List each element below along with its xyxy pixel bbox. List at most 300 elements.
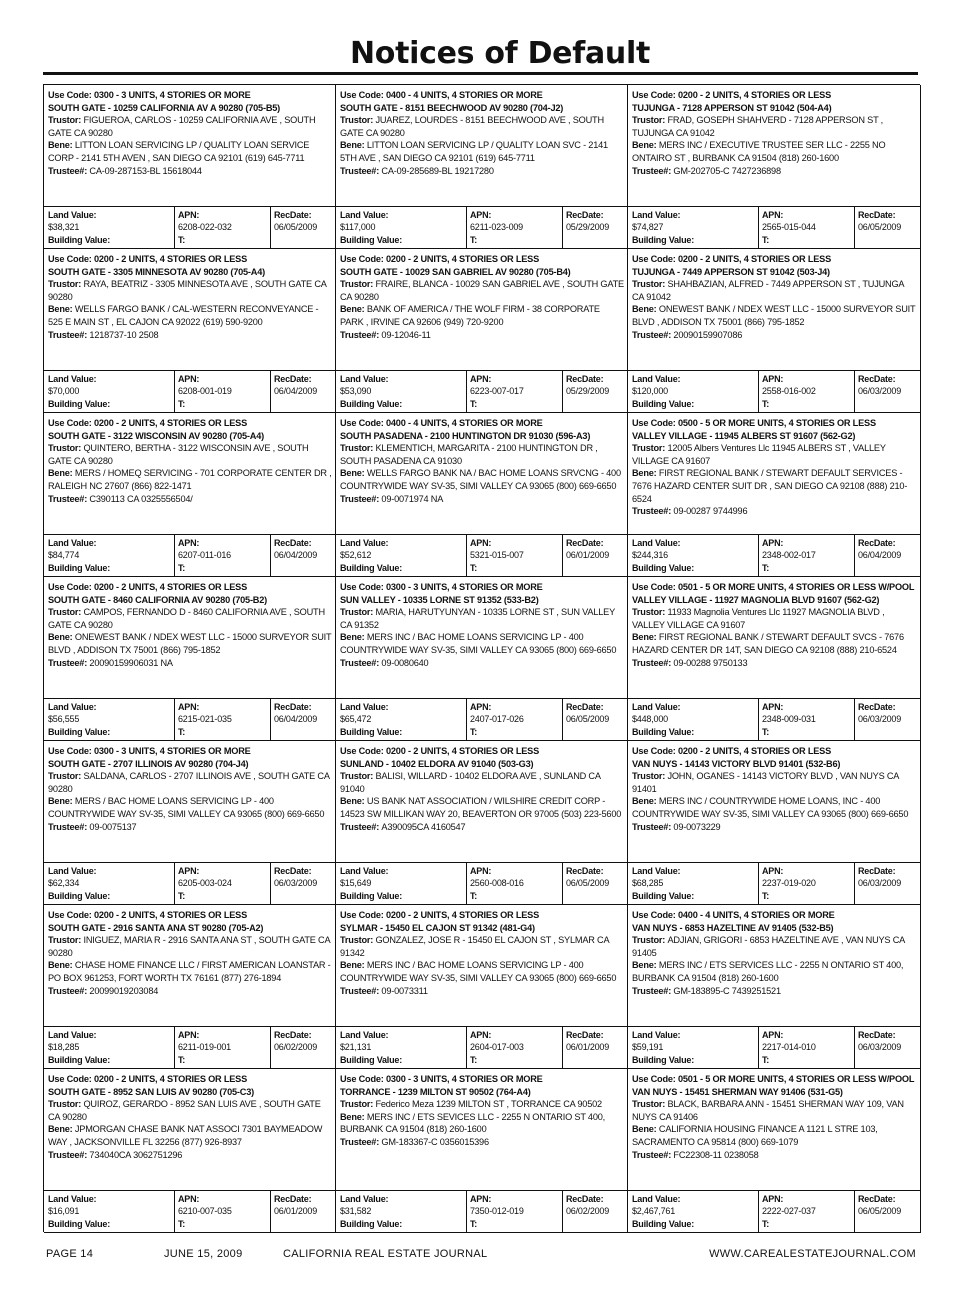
apn-label: APN: xyxy=(178,702,200,712)
rec-date-value: 06/03/2009 xyxy=(858,878,902,889)
trustee-number-label: Trustee#: xyxy=(632,329,674,340)
beneficiary-value: FIRST REGIONAL BANK / STEWART DEFAULT SVCS - 7676 HAZARD CENTER DR 14T, SAN DIEGO CA 92108 (888) 210-6524 xyxy=(632,632,904,655)
beneficiary xyxy=(632,1123,917,1148)
notice-details xyxy=(632,909,917,997)
land-value-label: Land Value: xyxy=(48,1194,97,1204)
property-address: TORRANCE - 1239 MILTON ST 90502 (764-A4) xyxy=(340,1086,531,1097)
use-code: Use Code: 0300 - 3 UNITS, 4 STORIES OR MORE xyxy=(340,582,543,592)
notice-details xyxy=(340,909,624,997)
rec-date-value: 06/03/2009 xyxy=(274,878,318,889)
beneficiary-value: FIRST REGIONAL BANK / STEWART DEFAULT SERVICES - 7676 HAZARD CENTER SUIT DR , SAN DIEGO CA 92108 (888) 210-6524 xyxy=(632,468,908,504)
property-values xyxy=(44,534,335,576)
land-value xyxy=(48,1193,174,1218)
notice-details xyxy=(48,89,332,177)
property-address: SOUTH GATE - 3122 WISCONSIN AV 90280 (705-A4) xyxy=(48,430,264,441)
t-code xyxy=(470,1218,562,1233)
trustee-number xyxy=(340,165,624,178)
beneficiary-value: MERS INC / COUNTRYWIDE HOME LOANS, INC - 400 COUNTRYWIDE WAY SV-35, SIMI VALLEY CA 93065 (800) 669-6650 xyxy=(632,796,909,819)
property-values xyxy=(44,206,335,248)
trustee-number xyxy=(340,657,624,670)
apn-column xyxy=(175,1027,271,1068)
notice-card xyxy=(628,249,921,413)
apn-column xyxy=(175,207,271,248)
trustee-number-value: 09-00287 9744996 xyxy=(673,506,748,517)
t-code-label: T: xyxy=(762,726,770,737)
trustor-label: Trustor: xyxy=(632,607,668,618)
use-code: Use Code: 0200 - 2 UNITS, 4 STORIES OR LESS xyxy=(340,746,540,756)
land-value-label: Land Value: xyxy=(48,538,97,548)
apn-column xyxy=(759,699,855,740)
apn-label: APN: xyxy=(470,210,492,220)
property-values xyxy=(628,1026,920,1068)
apn-value: 2348-009-031 xyxy=(762,714,816,725)
notice-card xyxy=(336,413,628,577)
land-value-label: Land Value: xyxy=(340,374,389,384)
trustor-label: Trustor: xyxy=(632,771,668,782)
beneficiary-value: CALIFORNIA HOUSING FINANCE A 1121 L STRE 103, SACRAMENTO CA 95814 (800) 669-1079 xyxy=(632,1124,878,1147)
beneficiary-value: BANK OF AMERICA / THE WOLF FIRM - 38 CORPORATE PARK , IRVINE CA 92606 (949) 720-9200 xyxy=(340,304,600,327)
trustor-value: FRAIRE, BLANCA - 10029 SAN GABRIEL AVE , SOUTH GATE CA 90280 xyxy=(340,279,624,302)
apn-column xyxy=(759,863,855,904)
trustee-number-value: 09-0075137 xyxy=(89,821,137,832)
building-value-label: Building Value: xyxy=(340,1054,403,1065)
building-value xyxy=(48,890,174,905)
rec-date-column xyxy=(271,371,335,412)
apn-label: APN: xyxy=(762,702,784,712)
rec-date-column xyxy=(855,1027,920,1068)
beneficiary xyxy=(48,959,332,984)
trustee-number xyxy=(340,985,624,998)
use-code: Use Code: 0200 - 2 UNITS, 4 STORIES OR LESS xyxy=(48,254,248,264)
t-code-label: T: xyxy=(762,1054,770,1065)
rec-date-column xyxy=(563,207,627,248)
t-code-label: T: xyxy=(470,726,478,737)
trustee-number-value: 1218737-10 2508 xyxy=(89,329,159,340)
valuation-column xyxy=(628,1027,759,1068)
use-code: Use Code: 0400 - 4 UNITS, 4 STORIES OR MORE xyxy=(340,418,543,428)
building-value-label: Building Value: xyxy=(48,234,111,245)
building-value xyxy=(340,398,466,413)
trustor-label: Trustor: xyxy=(632,279,668,290)
land-value-label: Land Value: xyxy=(340,1030,389,1040)
t-code xyxy=(470,726,562,741)
property-values xyxy=(336,862,627,904)
property-address: SOUTH GATE - 10029 SAN GABRIEL AV 90280 (705-B4) xyxy=(340,266,571,277)
beneficiary xyxy=(632,959,917,984)
land-value-value: $16,091 xyxy=(48,1206,80,1217)
property-values xyxy=(336,370,627,412)
beneficiary-value: ONEWEST BANK / NDEX WEST LLC - 15000 SURVEYOR SUIT BLVD , ADDISON TX 75001 (866) 795-1852 xyxy=(632,304,916,327)
valuation-column xyxy=(336,207,467,248)
notice-card xyxy=(628,413,921,577)
notice-details xyxy=(632,1073,917,1161)
apn xyxy=(470,1193,562,1218)
t-code-label: T: xyxy=(470,562,478,573)
notice-details xyxy=(48,909,332,997)
notice-details xyxy=(340,1073,624,1149)
beneficiary xyxy=(48,631,332,656)
building-value-label: Building Value: xyxy=(340,890,403,901)
notice-card xyxy=(336,905,628,1069)
trustee-number-label: Trustee#: xyxy=(632,985,674,996)
rec-date-label: RecDate: xyxy=(274,538,312,548)
land-value-label: Land Value: xyxy=(340,210,389,220)
beneficiary xyxy=(632,631,917,656)
trustor-value: BLACK, BARBARA ANN - 15451 SHERMAN WAY 109, VAN NUYS CA 91406 xyxy=(632,1099,904,1122)
apn-column xyxy=(759,1191,855,1232)
t-code-label: T: xyxy=(762,1218,770,1229)
trustor-label: Trustor: xyxy=(632,443,668,454)
trustee-number xyxy=(340,1136,624,1149)
t-code-label: T: xyxy=(470,1218,478,1229)
apn-value: 2222-027-037 xyxy=(762,1206,816,1217)
notice-card xyxy=(44,905,336,1069)
building-value xyxy=(632,562,758,577)
beneficiary-label: Bene: xyxy=(48,1124,75,1135)
use-code: Use Code: 0200 - 2 UNITS, 4 STORIES OR LESS xyxy=(48,418,248,428)
valuation-column xyxy=(44,699,175,740)
apn-label: APN: xyxy=(178,210,200,220)
trustor-label: Trustor: xyxy=(340,443,376,454)
land-value-value: $15,649 xyxy=(340,878,372,889)
page-title: Notices of Default xyxy=(349,36,650,71)
trustor-value: FRAD, GOSEPH SHAHVERD - 7128 APPERSON ST , TUJUNGA CA 91042 xyxy=(632,115,884,138)
valuation-column xyxy=(336,1191,467,1232)
notice-details xyxy=(632,89,917,177)
rec-date-value: 06/03/2009 xyxy=(858,714,902,725)
beneficiary-value: MERS / HOMEQ SERVICING - 701 CORPORATE CENTER DR , RALEIGH NC 27607 (866) 822-1471 xyxy=(48,468,332,491)
t-code-label: T: xyxy=(178,562,186,573)
trustor-value: QUINTERO, BERTHA - 3122 WISCONSIN AVE , SOUTH GATE CA 90280 xyxy=(48,443,309,466)
rec-date-column xyxy=(855,863,920,904)
building-value-value xyxy=(632,1230,758,1233)
property-values xyxy=(44,1026,335,1068)
apn-value: 2560-008-016 xyxy=(470,878,524,889)
trustee-number-label: Trustee#: xyxy=(48,657,90,668)
beneficiary xyxy=(632,795,917,820)
apn-value: 6208-022-032 xyxy=(178,222,232,233)
rec-date-column xyxy=(855,699,920,740)
apn-label: APN: xyxy=(178,538,200,548)
apn-label: APN: xyxy=(470,702,492,712)
beneficiary xyxy=(48,467,332,492)
rec-date-column xyxy=(855,371,920,412)
apn xyxy=(178,1193,270,1218)
trustor-value: CAMPOS, FERNANDO D - 8460 CALIFORNIA AVE , SOUTH GATE CA 90280 xyxy=(48,607,325,630)
rec-date-value: 06/05/2009 xyxy=(858,1206,902,1217)
land-value-label: Land Value: xyxy=(632,1194,681,1204)
trustee-number xyxy=(48,1149,332,1162)
trustee-number-value: GM-183895-C 7439251521 xyxy=(673,985,781,996)
apn-column xyxy=(759,1027,855,1068)
apn xyxy=(762,209,854,234)
apn-label: APN: xyxy=(762,1030,784,1040)
beneficiary-label: Bene: xyxy=(632,468,659,479)
t-code-value xyxy=(762,1230,854,1233)
property-values xyxy=(628,370,920,412)
beneficiary-label: Bene: xyxy=(340,632,367,643)
land-value-value: $53,090 xyxy=(340,386,372,397)
t-code xyxy=(762,398,854,413)
beneficiary-label: Bene: xyxy=(632,796,659,807)
rec-date-label: RecDate: xyxy=(566,702,604,712)
property-values xyxy=(44,862,335,904)
beneficiary-value: LITTON LOAN SERVICING LP / QUALITY LOAN SERVICE CORP - 2141 5TH AVEN , SAN DIEGO CA 92101 (619) 645-7711 xyxy=(48,140,310,163)
land-value xyxy=(632,209,758,234)
apn xyxy=(178,373,270,398)
trustor xyxy=(48,114,332,139)
trustee-number xyxy=(632,329,917,342)
valuation-column xyxy=(44,863,175,904)
building-value xyxy=(340,1054,466,1069)
apn xyxy=(178,209,270,234)
property-address: SOUTH GATE - 2916 SANTA ANA ST 90280 (705-A2) xyxy=(48,922,264,933)
apn-label: APN: xyxy=(470,538,492,548)
notice-details xyxy=(48,581,332,669)
rec-date-label: RecDate: xyxy=(858,1030,896,1040)
apn xyxy=(762,865,854,890)
property-address: VAN NUYS - 15451 SHERMAN WAY 91406 (531-G5) xyxy=(632,1086,843,1097)
property-address: VALLEY VILLAGE - 11945 ALBERS ST 91607 (562-G2) xyxy=(632,430,856,441)
land-value xyxy=(340,1193,466,1218)
property-address: SOUTH GATE - 3305 MINNESOTA AV 90280 (705-A4) xyxy=(48,266,266,277)
beneficiary-label: Bene: xyxy=(632,140,659,151)
footer-date: JUNE 15, 2009 xyxy=(164,1248,243,1260)
apn xyxy=(762,1193,854,1218)
property-values xyxy=(628,698,920,740)
trustor xyxy=(48,606,332,631)
trustee-number-value: 20090159907086 xyxy=(673,329,743,340)
building-value xyxy=(632,234,758,249)
apn-value: 2558-016-002 xyxy=(762,386,816,397)
trustee-number-value: CA-09-285689-BL 19217280 xyxy=(381,165,494,176)
notice-details xyxy=(340,417,624,505)
valuation-column xyxy=(336,371,467,412)
trustor xyxy=(48,934,332,959)
land-value-label: Land Value: xyxy=(48,374,97,384)
rec-date-value: 06/05/2009 xyxy=(566,878,610,889)
t-code xyxy=(470,562,562,577)
apn-value: 6215-021-035 xyxy=(178,714,232,725)
rec-date-label: RecDate: xyxy=(274,702,312,712)
notice-details xyxy=(48,417,332,505)
trustor xyxy=(340,278,624,303)
rec-date-value: 06/05/2009 xyxy=(566,714,610,725)
rec-date-column xyxy=(563,1191,627,1232)
apn-label: APN: xyxy=(762,210,784,220)
valuation-column xyxy=(44,1027,175,1068)
use-code: Use Code: 0300 - 3 UNITS, 4 STORIES OR MORE xyxy=(340,1074,543,1084)
beneficiary-value: WELLS FARGO BANK NA / BAC HOME LOANS SRVCNG - 400 COUNTRYWIDE WAY SV-35, SIMI VALLEY CA 93065 (800) 669-6650 xyxy=(340,468,621,491)
t-code-label: T: xyxy=(178,890,186,901)
apn-column xyxy=(175,699,271,740)
trustee-number-value: 20090159906031 NA xyxy=(89,657,173,668)
land-value xyxy=(48,537,174,562)
valuation-column xyxy=(44,207,175,248)
trustor-label: Trustor: xyxy=(632,935,668,946)
use-code: Use Code: 0200 - 2 UNITS, 4 STORIES OR LESS xyxy=(48,1074,248,1084)
land-value-value: $84,774 xyxy=(48,550,80,561)
apn-value: 5321-015-007 xyxy=(470,550,524,561)
rec-date-column xyxy=(271,1027,335,1068)
land-value-value: $52,612 xyxy=(340,550,372,561)
beneficiary xyxy=(632,467,917,505)
property-values xyxy=(628,206,920,248)
rec-date-label: RecDate: xyxy=(858,1194,896,1204)
apn-label: APN: xyxy=(470,866,492,876)
property-values xyxy=(628,1190,920,1232)
notice-details xyxy=(48,1073,332,1161)
beneficiary-label: Bene: xyxy=(632,632,659,643)
trustor-label: Trustor: xyxy=(48,115,84,126)
t-code xyxy=(178,562,270,577)
land-value xyxy=(632,865,758,890)
apn xyxy=(762,537,854,562)
trustee-number-label: Trustee#: xyxy=(340,329,382,340)
rec-date-label: RecDate: xyxy=(274,210,312,220)
building-value xyxy=(340,562,466,577)
apn-value: 7350-012-019 xyxy=(470,1206,524,1217)
trustor xyxy=(340,114,624,139)
notice-details xyxy=(632,253,917,341)
notice-details xyxy=(632,581,917,669)
rec-date-value: 06/02/2009 xyxy=(566,1206,610,1217)
rec-date-label: RecDate: xyxy=(566,866,604,876)
building-value-label: Building Value: xyxy=(632,1054,695,1065)
building-value xyxy=(48,398,174,413)
beneficiary-value: MERS INC / BAC HOME LOANS SERVICING LP - 400 COUNTRYWIDE WAY SV-35, SIMI VALLEY CA 93065 (800) 669-6650 xyxy=(340,632,617,655)
apn xyxy=(178,1029,270,1054)
trustor xyxy=(48,278,332,303)
trustor-value: INIGUEZ, MARIA R - 2916 SANTA ANA ST , SOUTH GATE CA 90280 xyxy=(48,935,330,958)
building-value-label: Building Value: xyxy=(48,1054,111,1065)
rec-date-column xyxy=(271,863,335,904)
property-address: SYLMAR - 15450 EL CAJON ST 91342 (481-G4) xyxy=(340,922,535,933)
rec-date-value: 06/03/2009 xyxy=(858,386,902,397)
building-value xyxy=(632,1054,758,1069)
use-code: Use Code: 0200 - 2 UNITS, 4 STORIES OR LESS xyxy=(48,582,248,592)
land-value xyxy=(340,373,466,398)
notice-card xyxy=(44,249,336,413)
apn-value: 2407-017-026 xyxy=(470,714,524,725)
t-code xyxy=(470,890,562,905)
beneficiary-label: Bene: xyxy=(340,960,367,971)
notice-details xyxy=(48,253,332,341)
land-value-label: Land Value: xyxy=(48,866,97,876)
building-value-value xyxy=(48,1230,174,1233)
property-values xyxy=(336,698,627,740)
trustee-number-label: Trustee#: xyxy=(632,506,674,517)
rec-date-label: RecDate: xyxy=(858,374,896,384)
land-value-label: Land Value: xyxy=(48,1030,97,1040)
t-code xyxy=(178,234,270,249)
t-code xyxy=(470,1054,562,1069)
trustee-number-value: 09-00288 9750133 xyxy=(673,657,748,668)
t-code xyxy=(762,1218,854,1233)
building-value-label: Building Value: xyxy=(340,234,403,245)
building-value-value xyxy=(340,1230,466,1233)
trustee-number-label: Trustee#: xyxy=(340,657,382,668)
apn-value: 6211-019-001 xyxy=(178,1042,231,1053)
apn xyxy=(470,209,562,234)
beneficiary xyxy=(48,139,332,164)
t-code xyxy=(178,726,270,741)
trustee-number-value: GM-183367-C 0356015396 xyxy=(381,1136,489,1147)
property-values xyxy=(44,1190,335,1232)
land-value-label: Land Value: xyxy=(48,210,97,220)
apn-label: APN: xyxy=(178,374,200,384)
building-value-label: Building Value: xyxy=(340,1218,403,1229)
rec-date-column xyxy=(563,371,627,412)
apn-label: APN: xyxy=(470,1030,492,1040)
property-address: SUNLAND - 10402 ELDORA AV 91040 (503-G3) xyxy=(340,758,534,769)
beneficiary-value: ONEWEST BANK / NDEX WEST LLC - 15000 SURVEYOR SUIT BLVD , ADDISON TX 75001 (866) 795-1852 xyxy=(48,632,332,655)
rec-date-column xyxy=(563,1027,627,1068)
notice-card xyxy=(628,741,921,905)
building-value xyxy=(48,1054,174,1069)
trustee-number-label: Trustee#: xyxy=(340,1136,382,1147)
notice-details xyxy=(48,745,332,833)
property-address: VAN NUYS - 6853 HAZELTINE AV 91405 (532-B5) xyxy=(632,922,834,933)
use-code: Use Code: 0200 - 2 UNITS, 4 STORIES OR LESS xyxy=(340,254,540,264)
building-value-label: Building Value: xyxy=(632,562,695,573)
notice-details xyxy=(340,253,624,341)
building-value-label: Building Value: xyxy=(632,1218,695,1229)
trustor xyxy=(632,606,917,631)
apn-column xyxy=(467,863,563,904)
property-address: SOUTH PASADENA - 2100 HUNTINGTON DR 91030 (596-A3) xyxy=(340,430,591,441)
trustee-number-label: Trustee#: xyxy=(340,985,382,996)
notices-grid xyxy=(43,84,920,1232)
t-code-label: T: xyxy=(762,890,770,901)
trustor-value: SALDANA, CARLOS - 2707 ILLINOIS AVE , SOUTH GATE CA 90280 xyxy=(48,771,330,794)
land-value-value: $21,131 xyxy=(340,1042,372,1053)
trustee-number xyxy=(48,985,332,998)
rec-date-label: RecDate: xyxy=(566,374,604,384)
valuation-column xyxy=(336,535,467,576)
rec-date-value: 05/29/2009 xyxy=(566,222,610,233)
rec-date-value: 05/29/2009 xyxy=(566,386,610,397)
apn-column xyxy=(467,371,563,412)
t-code-label: T: xyxy=(762,562,770,573)
trustor xyxy=(48,770,332,795)
notice-card xyxy=(44,741,336,905)
trustor xyxy=(632,278,917,303)
trustee-number xyxy=(340,329,624,342)
land-value xyxy=(340,537,466,562)
beneficiary-label: Bene: xyxy=(48,304,75,315)
apn-column xyxy=(175,863,271,904)
use-code: Use Code: 0300 - 3 UNITS, 4 STORIES OR MORE xyxy=(48,746,251,756)
beneficiary-value: MERS INC / ETS SERVICES LLC - 2255 N ONTARIO ST 400, BURBANK CA 91504 (818) 260-1600 xyxy=(632,960,904,983)
trustee-number-value: FC22308-11 0238058 xyxy=(673,1149,759,1160)
building-value xyxy=(48,1218,174,1233)
beneficiary-label: Bene: xyxy=(340,796,367,807)
rec-date-column xyxy=(855,535,920,576)
trustor-value: JUAREZ, LOURDES - 8151 BEECHWOOD AVE , SOUTH GATE CA 90280 xyxy=(340,115,604,138)
trustee-number-label: Trustee#: xyxy=(48,985,90,996)
land-value xyxy=(632,373,758,398)
building-value xyxy=(48,562,174,577)
use-code: Use Code: 0200 - 2 UNITS, 4 STORIES OR LESS xyxy=(48,910,248,920)
trustor-value: GONZALEZ, JOSE R - 15450 EL CAJON ST , SYLMAR CA 91342 xyxy=(340,935,609,958)
beneficiary-label: Bene: xyxy=(340,468,367,479)
land-value-value: $38,321 xyxy=(48,222,80,233)
property-address: VAN NUYS - 14143 VICTORY BLVD 91401 (532-B6) xyxy=(632,758,841,769)
footer-page-number: PAGE 14 xyxy=(46,1248,94,1260)
beneficiary-value: MERS INC / BAC HOME LOANS SERVICING LP - 400 COUNTRYWIDE WAY SV-35, SIMI VALLEY CA 93065 (800) 669-6650 xyxy=(340,960,617,983)
building-value-label: Building Value: xyxy=(48,398,111,409)
